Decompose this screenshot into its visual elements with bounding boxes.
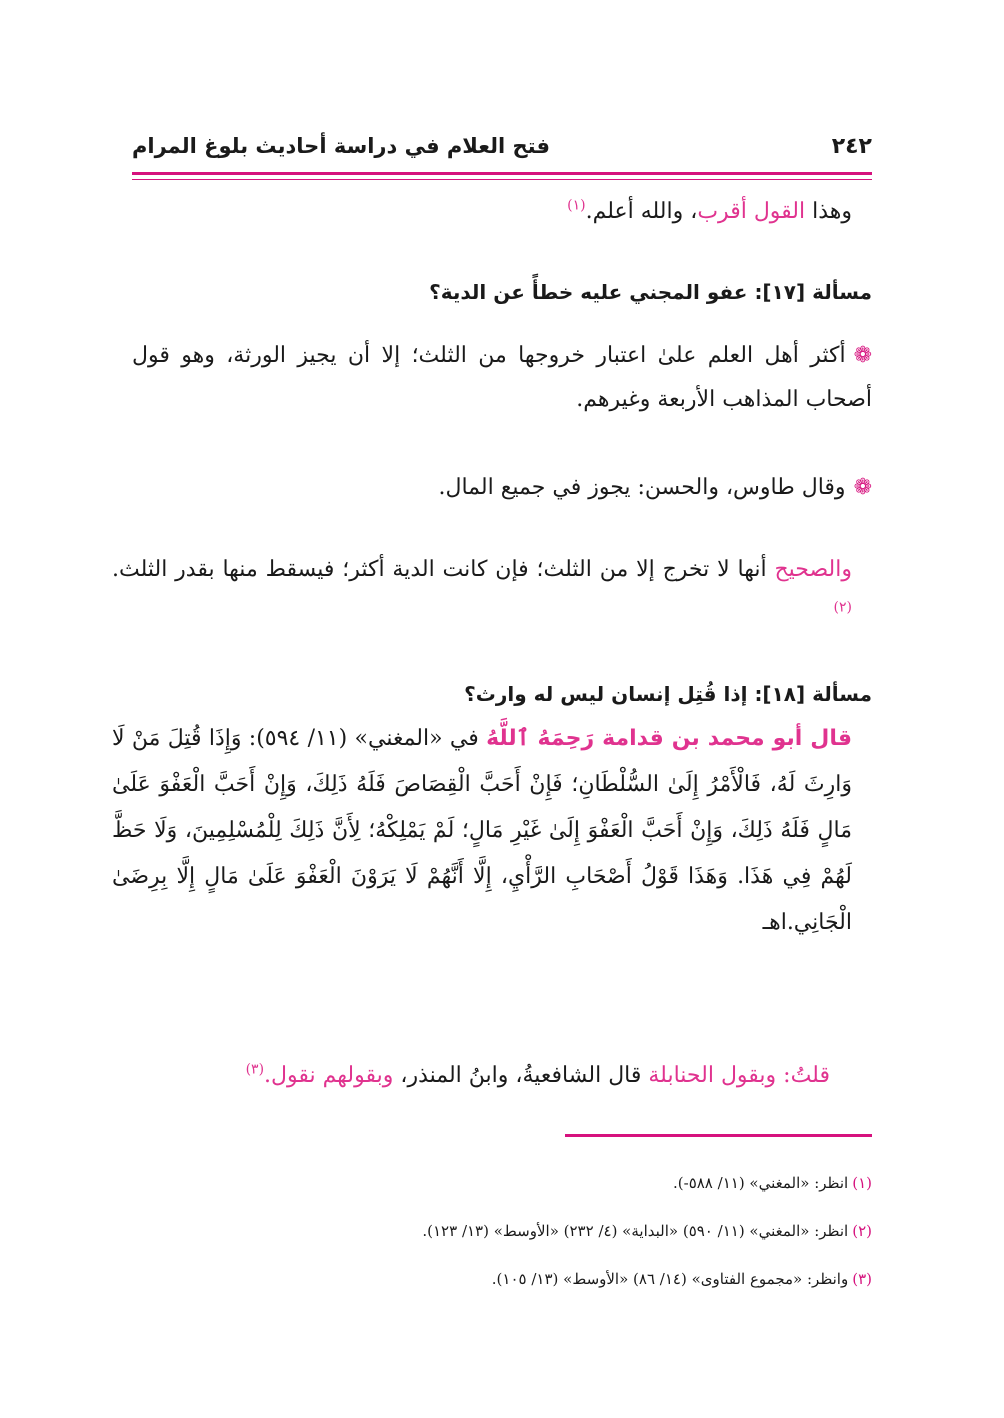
- header-rule: [132, 172, 872, 175]
- quote-source: في «المغني» (١١/ ٥٩٤):: [241, 726, 487, 751]
- quote-text: وَإِذَا قُتِلَ مَنْ لَا وَارِثَ لَهُ، فَالْأَمْرُ إِلَىٰ السُّلْطَانِ؛ فَإِنْ أَحَبَّ الْقِصَاصَ فَلَهُ ذَلِكَ، وَإِنْ أَحَبَّ الْعَفْوَ عَلَىٰ مَالٍ فَلَهُ ذَلِكَ، وَإِنْ أَحَبَّ الْعَفْوَ إِلَىٰ غَيْرِ مَالٍ؛ لَمْ يَمْلِكْهُ؛ لِأَنَّ ذَلِكَ لِلْمُسْلِمِينَ، وَلَا حَظَّ لَهُمْ فِي هَذَا. وَهَذَا قَوْلُ أَصْحَابِ الرَّأْيِ، إِلَّا أَنَّهُمْ لَا يَرَوْنَ الْعَفْوَ عَلَىٰ مَالٍ إِلَّا بِرِضَىٰ الْجَانِي.اهـ: [112, 726, 852, 935]
- masala-label: مسألة [١٨]:: [754, 682, 872, 706]
- flower-bullet-icon: ❁: [853, 343, 872, 368]
- book-title: فتح العلام في دراسة أحاديث بلوغ المرام: [132, 134, 550, 158]
- masala-17-heading: [132, 270, 872, 315]
- intro-text-end: ، والله أعلم.: [585, 199, 698, 224]
- masala-label: مسألة [١٧]:: [754, 280, 872, 304]
- footnote-number: (٢): [852, 1222, 872, 1240]
- footnote-ref-2[interactable]: (٢): [833, 599, 852, 616]
- masala-title: إذا قُتِل إنسان ليس له وارث؟: [464, 682, 748, 706]
- bullet-paragraph-2: [132, 466, 872, 510]
- qult-label: قلتُ:: [783, 1063, 830, 1088]
- intro-paragraph: [112, 190, 872, 234]
- quote-paragraph: [112, 716, 872, 946]
- page-header: [132, 126, 872, 166]
- paragraph-text: وقال طاوس، والحسن: يجوز في جميع المال.: [438, 475, 846, 500]
- qult-text: قال الشافعيةُ، وابنُ المنذر،: [393, 1063, 649, 1088]
- footnote-text: انظر: «المغني» (١١/ ٥٩٠) «البداية» (٤/ ٢٣٢) «الأوسط» (١٣/ ١٢٣).: [422, 1222, 849, 1240]
- page-number: ٢٤٢: [831, 133, 872, 159]
- qult-highlight-1: وبقول الحنابلة: [648, 1063, 784, 1088]
- bullet-paragraph-1: [132, 334, 872, 422]
- intro-text: وهذا: [805, 199, 852, 224]
- footnote-1: [132, 1172, 872, 1194]
- footnote-ref-1[interactable]: (١): [567, 197, 586, 214]
- footnote-3: [132, 1268, 872, 1290]
- flower-bullet-icon: ❁: [853, 475, 872, 500]
- intro-highlight: القول أقرب: [697, 199, 806, 224]
- footnote-number: (١): [852, 1174, 872, 1192]
- footnote-text: وانظر: «مجموع الفتاوى» (١٤/ ٨٦) «الأوسط» (١٣/ ١٠٥).: [491, 1270, 849, 1288]
- qult-highlight-2: وبقولهم نقول.: [264, 1063, 394, 1088]
- footnote-rule: [565, 1134, 872, 1137]
- sahih-highlight: والصحيح: [774, 557, 852, 582]
- masala-title: عفو المجني عليه خطأً عن الدية؟: [429, 280, 748, 304]
- footnote-text: انظر: «المغني» (١١/ ٥٨٨-).: [672, 1174, 849, 1192]
- header-rule-thin: [132, 179, 872, 180]
- masala-18-heading: [132, 672, 872, 717]
- footnote-2: [132, 1220, 872, 1242]
- paragraph-text: أنها لا تخرج إلا من الثلث؛ فإن كانت الدية أكثر؛ فيسقط منها بقدر الثلث.: [112, 557, 775, 582]
- quote-speaker: قال أبو محمد بن قدامة رَحِمَهُ ٱللَّهُ: [486, 726, 852, 751]
- paragraph-text: أكثر أهل العلم علىٰ اعتبار خروجها من الثلث؛ إلا أن يجيز الورثة، وهو قول أصحاب المذاهب الأربعة وغيرهم.: [132, 343, 872, 412]
- footnote-ref-3[interactable]: (٣): [245, 1061, 265, 1078]
- sahih-paragraph: [112, 548, 872, 636]
- qult-paragraph: [90, 1054, 872, 1098]
- footnote-number: (٣): [852, 1270, 872, 1288]
